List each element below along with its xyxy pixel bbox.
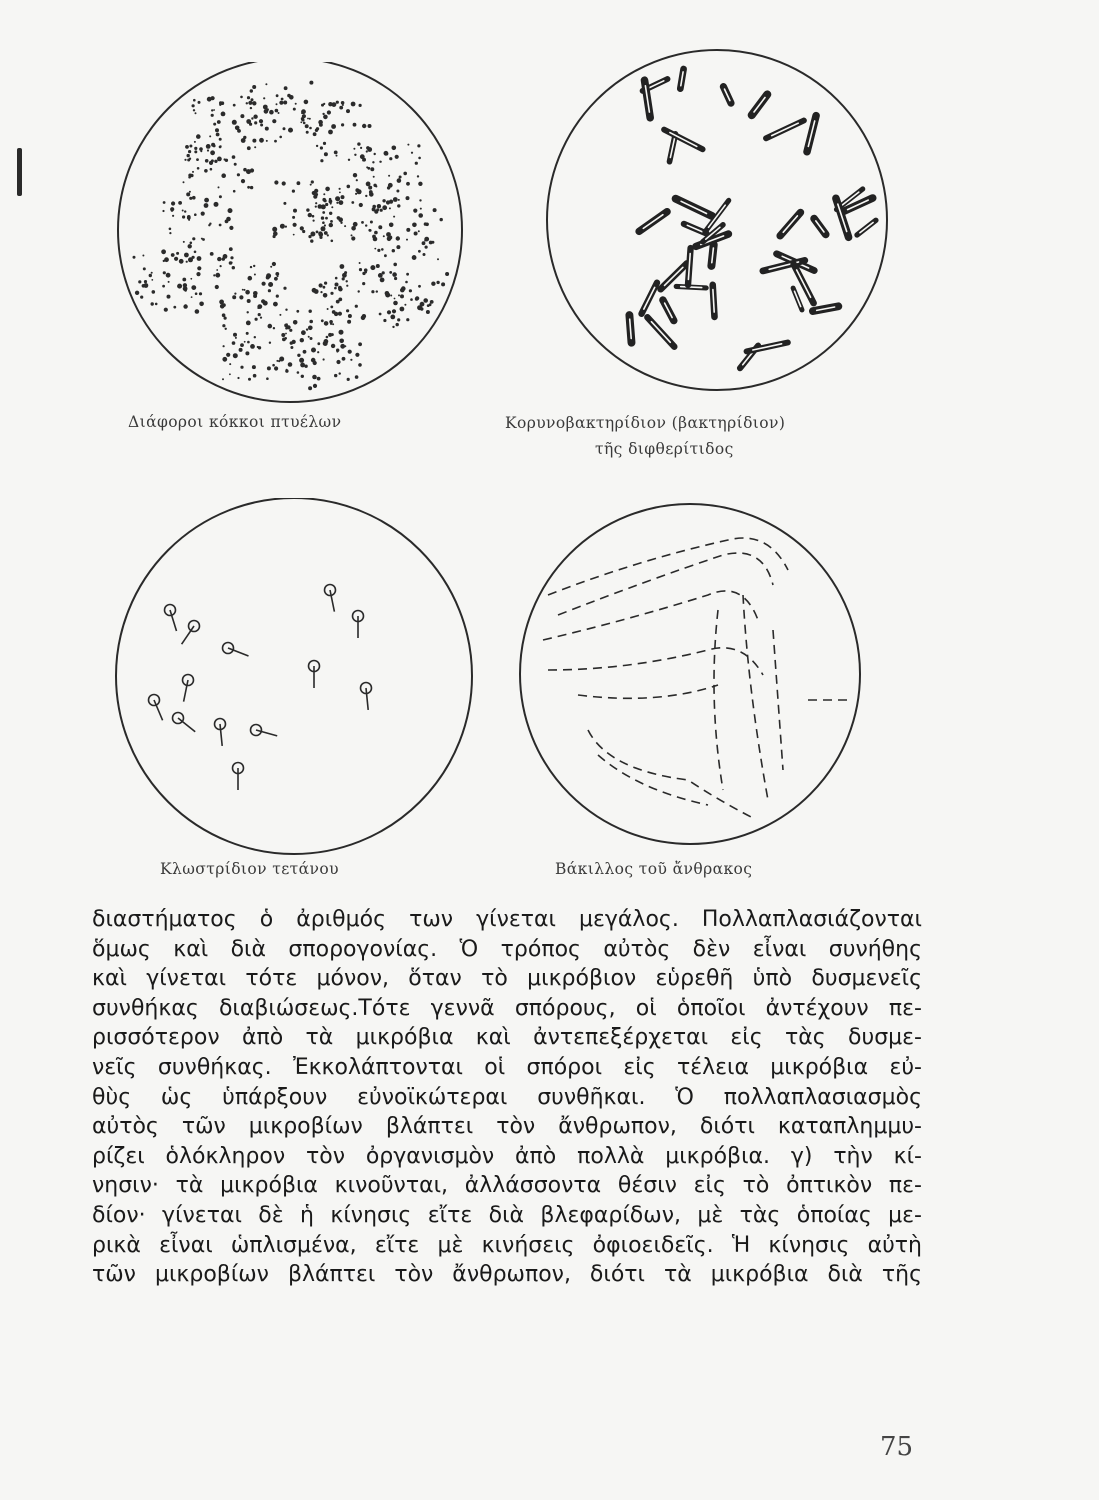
bacilli-chains — [543, 538, 848, 818]
rod-bacteria — [629, 69, 876, 368]
clostridium-micrograph — [108, 498, 478, 858]
cocci-micrograph — [108, 62, 478, 407]
cocci-clusters — [133, 81, 450, 391]
text-line: νεῖς συνθήκας. Ἐκκολάπτονται οἱ σπόροι εἰς τέλεια μικρόβια εὐ- — [92, 1054, 922, 1080]
caption-anthrax: Βάκιλλος τοῦ ἄνθρακος — [555, 860, 753, 878]
figure-corynebacterium — [540, 48, 895, 398]
text-line: ρικὰ εἶναι ὡπλισμένα, εἴτε μὲ κινήσεις ὀφιοειδεῖς. Ἡ κίνησις αὐτὴ — [92, 1232, 922, 1258]
text-line: ρισσότερον ἀπὸ τὰ μικρόβια καὶ ἀντεπεξέρχεται εἰς τὰς δυσμε- — [92, 1025, 922, 1051]
text-line: αὐτὸς τῶν μικροβίων βλάπτει τὸν ἄνθρωπον, διότι καταπλημμυ- — [92, 1114, 922, 1140]
body-text — [92, 905, 922, 1290]
page-number: 75 — [880, 1432, 914, 1462]
margin-mark — [17, 148, 22, 196]
text-line: ρίζει ὁλόκληρον τὸν ὀργανισμὸν ἀπὸ πολλὰ μικρόβια. γ) τὴν κί- — [92, 1143, 922, 1169]
text-line: διαστήματος ὁ ἀριθμός των γίνεται μεγάλος. Πολλαπλασιάζονται — [92, 907, 922, 932]
text-line: ὅμως καὶ διὰ σπορογονίας. Ὁ τρόπος αὐτὸς δὲν εἶναι συνήθης — [92, 936, 922, 962]
text-line: τῶν μικροβίων βλάπτει τὸν ἄνθρωπον, διότι τὰ μικρόβια διὰ τῆς — [92, 1262, 922, 1288]
drumstick-bacilli — [149, 585, 372, 791]
caption-corynebacterium-line2: τῆς διφθερίτιδος — [595, 440, 734, 458]
text-line: καὶ γίνεται τότε μόνον, ὅταν τὸ μικρόβιον εὑρεθῆ ὑπὸ δυσμενεῖς — [92, 966, 922, 992]
text-line: συνθήκας διαβιώσεως.Τότε γεννᾶ σπόρους, οἱ ὁποῖοι ἀντέχουν πε- — [92, 995, 922, 1021]
corynebacterium-micrograph — [540, 48, 895, 398]
figure-cocci — [108, 62, 478, 407]
caption-corynebacterium-line1: Κορυνοβακτηρίδιον (βακτηρίδιον) — [505, 414, 786, 432]
text-line: δίον· γίνεται δὲ ἡ κίνησις εἴτε διὰ βλεφαρίδων, μὲ τὰς ὁποίας με- — [92, 1202, 922, 1228]
anthrax-micrograph — [518, 500, 863, 852]
figure-clostridium — [108, 498, 478, 858]
caption-clostridium: Κλωστρίδιον τετάνου — [160, 860, 339, 878]
text-line: θὺς ὡς ὑπάρξουν εὐνοϊκώτεραι συνθῆκαι. Ὁ πολλαπλασιασμὸς — [92, 1084, 922, 1110]
text-line: νησιν· τὰ μικρόβια κινοῦνται, ἀλλάσσοντα θέσιν εἰς τὸ ὀπτικὸν πε- — [92, 1173, 922, 1199]
caption-cocci: Διάφοροι κόκκοι πτυέλων — [128, 413, 342, 431]
figure-anthrax — [518, 500, 863, 852]
